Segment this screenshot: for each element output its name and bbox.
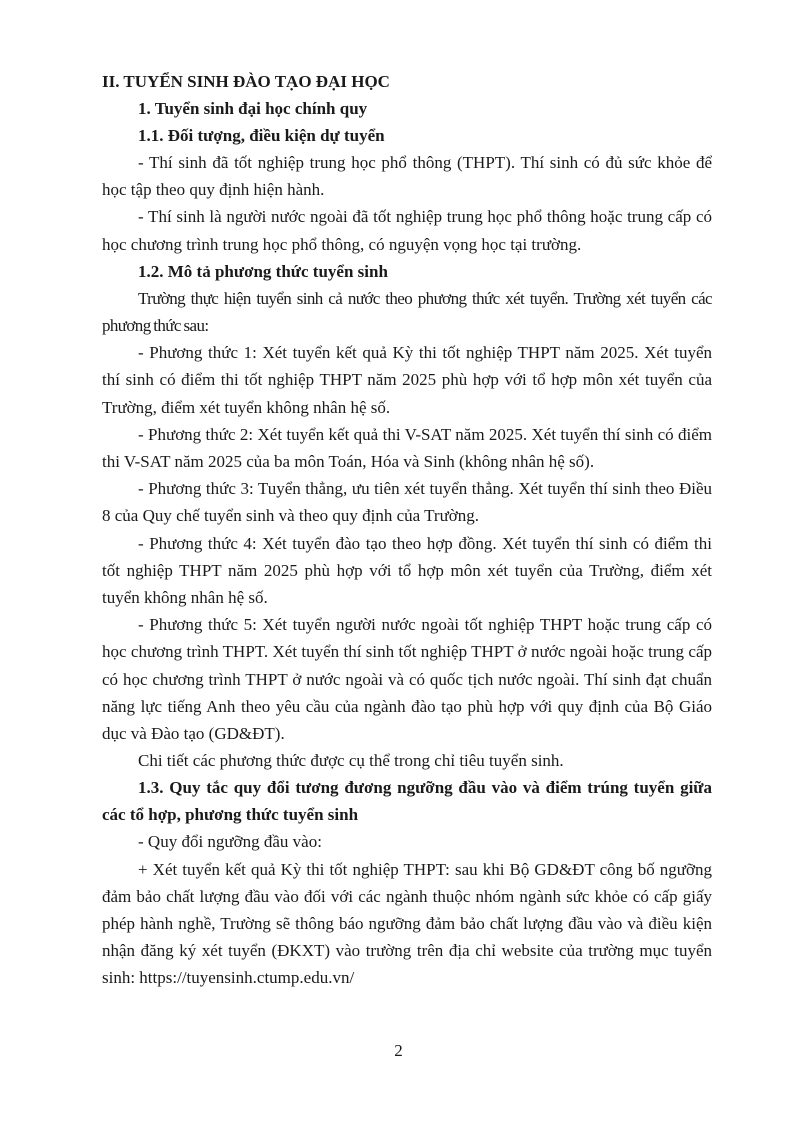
paragraph: Chi tiết các phương thức được cụ thể trong chỉ tiêu tuyển sinh.: [138, 751, 564, 771]
subheading-1-2: 1.2. Mô tả phương thức tuyển sinh: [138, 261, 388, 281]
page-number: 2: [394, 1041, 403, 1060]
paragraph: - Phương thức 3: Tuyển thẳng, ưu tiên xét tuyển thẳng. Xét tuyển thí sinh theo Điều 8 của Quy chế tuyển sinh và theo quy định của Trường.: [102, 479, 712, 526]
section-heading: II. TUYỂN SINH ĐÀO TẠO ĐẠI HỌC: [102, 72, 390, 91]
paragraph: - Phương thức 2: Xét tuyển kết quả thi V-SAT năm 2025. Xét tuyển thí sinh có điểm thi V-SAT năm 2025 của ba môn Toán, Hóa và Sinh (không nhân hệ số).: [102, 424, 712, 472]
subheading-1-3: 1.3. Quy tắc quy đổi tương đương ngưỡng đầu vào và điểm trúng tuyển giữa các tổ hợp, phương thức tuyển sinh: [102, 778, 712, 825]
paragraph: - Phương thức 4: Xét tuyển đào tạo theo hợp đồng. Xét tuyển thí sinh có điểm thi tốt nghiệp THPT năm 2025 phù hợp với tổ hợp môn xét tuyển của Trường, điểm xét tuyển không nhân hệ số.: [102, 533, 712, 608]
paragraph: - Phương thức 1: Xét tuyển kết quả Kỳ thi tốt nghiệp THPT năm 2025. Xét tuyển thí sinh có điểm thi tốt nghiệp THPT năm 2025 phù hợp với tổ hợp môn xét tuyển của Trường, điểm xét tuyển không nhân hệ số.: [102, 343, 712, 417]
document-body: [102, 68, 712, 992]
paragraph: Trường thực hiện tuyển sinh cả nước theo phương thức xét tuyển. Trường xét tuyển các phương thức sau:: [102, 288, 712, 336]
paragraph: - Quy đổi ngưỡng đầu vào:: [138, 832, 322, 852]
paragraph: - Phương thức 5: Xét tuyển người nước ngoài tốt nghiệp THPT hoặc trung cấp có học chương trình THPT. Xét tuyển thí sinh tốt nghiệp THPT ở nước ngoài hoặc trung cấp có học chương trình THPT ở nước ngoài và có quốc tịch nước ngoài. Thí sinh đạt chuẩn năng lực tiếng Anh theo yêu cầu của ngành đào tạo phù hợp với quy định của Bộ Giáo dục và Đào tạo (GD&ĐT).: [102, 615, 712, 744]
subheading-1-1: 1.1. Đối tượng, điều kiện dự tuyển: [138, 126, 385, 145]
paragraph: + Xét tuyển kết quả Kỳ thi tốt nghiệp THPT: sau khi Bộ GD&ĐT công bố ngưỡng đảm bảo chất lượng đầu vào đối với các ngành thuộc nhóm ngành sức khỏe có cấp giấy phép hành nghề, Trường sẽ thông báo ngưỡng đảm bảo chất lượng đầu vào và điều kiện nhận đăng ký xét tuyển (ĐKXT) vào trường trên địa chỉ website của trường mục tuyển sinh: https://tuyensinh.ctump.edu.vn/: [102, 859, 712, 988]
paragraph: - Thí sinh đã tốt nghiệp trung học phổ thông (THPT). Thí sinh có đủ sức khỏe để học tập theo quy định hiện hành.: [102, 153, 712, 200]
paragraph: - Thí sinh là người nước ngoài đã tốt nghiệp trung học phổ thông hoặc trung cấp có học chương trình trung học phổ thông, có nguyện vọng học tại trường.: [102, 207, 712, 254]
subheading-1: 1. Tuyển sinh đại học chính quy: [138, 99, 368, 118]
